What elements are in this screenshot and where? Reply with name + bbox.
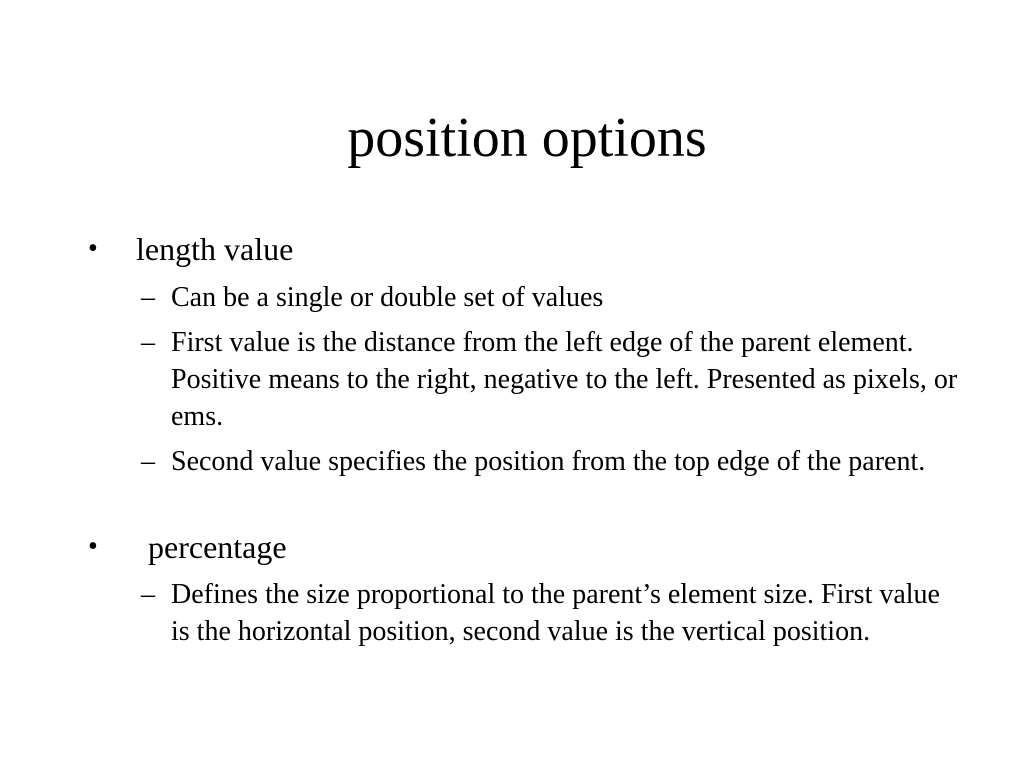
sub-bullet-text: Can be a single or double set of values: [171, 282, 604, 313]
sub-bullet-text: Second value specifies the position from the top edge of the parent.: [171, 446, 926, 477]
sub-bullet-marker: –: [141, 282, 155, 313]
sub-bullet-text: First value is the distance from the left edge of the parent element. Positive means to the right, negative to the left. Presented as pixels, or ems.: [171, 327, 958, 432]
sub-bullet-marker: –: [141, 327, 155, 358]
sub-bullet-text: Defines the size proportional to the parent’s element size. First value is the horizontal position, second value is the vertical position.: [171, 579, 940, 647]
sub-bullet-marker: –: [141, 446, 155, 477]
bullet-marker: •: [88, 233, 98, 264]
bullet-label: length value: [136, 231, 294, 267]
sub-bullet-marker: –: [141, 579, 155, 610]
bullet-marker: •: [88, 531, 98, 562]
bullet-label: percentage: [140, 529, 287, 565]
slide-title: position options: [347, 107, 707, 169]
